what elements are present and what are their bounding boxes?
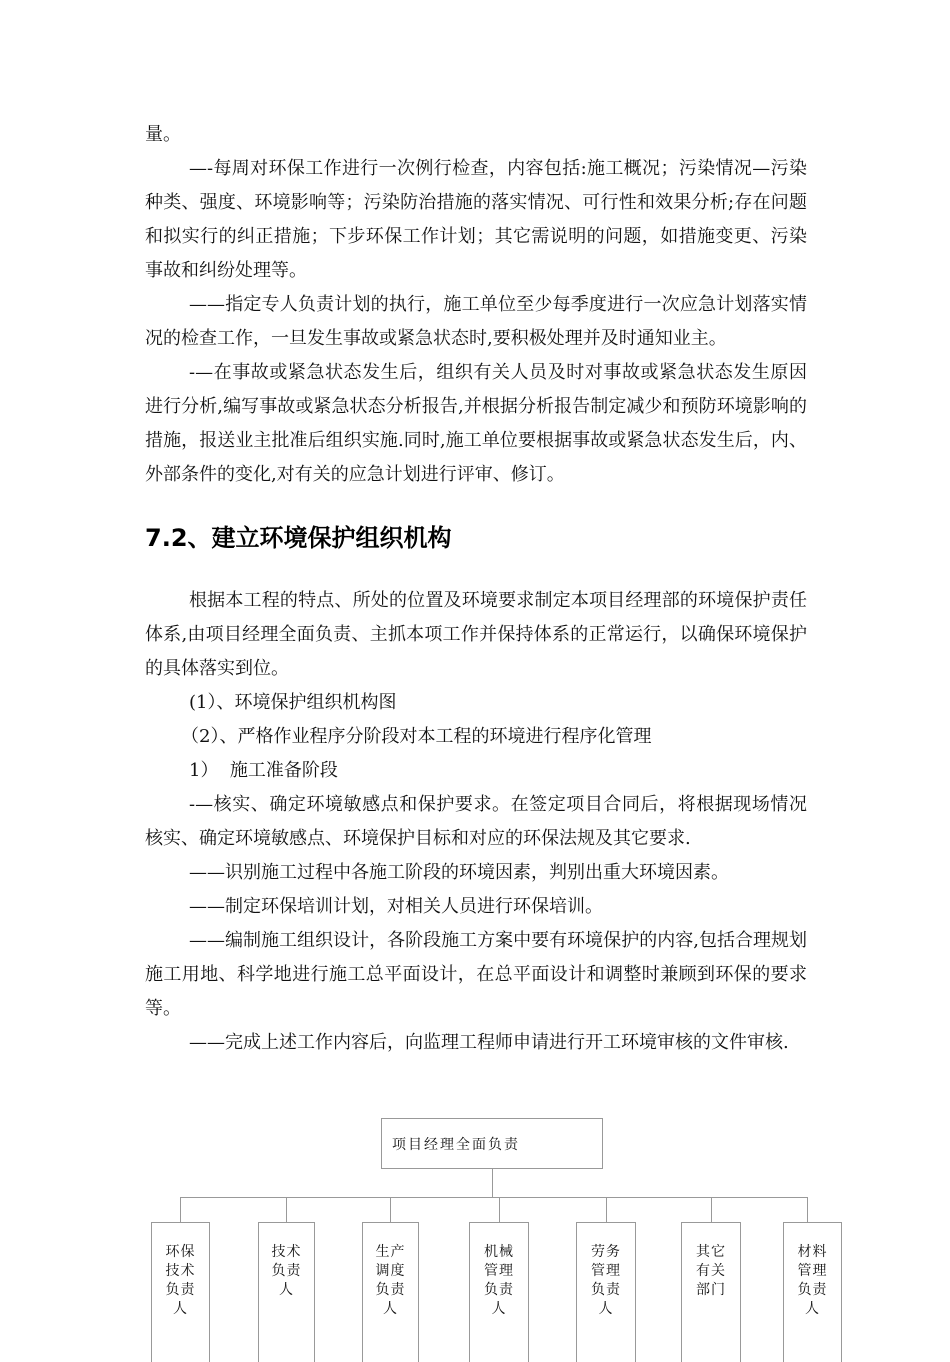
paragraph-training-plan: ——制定环保培训计划，对相关人员进行环保培训。 (189, 896, 603, 917)
paragraph-procedure-heading: （2）、严格作业程序分阶段对本工程的环境进行程序化管理 (181, 726, 652, 747)
org-box-env-tech: 环保技术负责人 (151, 1222, 210, 1362)
section-2-text (145, 584, 807, 1060)
connector-drop (390, 1197, 391, 1222)
org-box-machinery: 机械管理负责人 (469, 1222, 529, 1362)
connector-horizontal (180, 1197, 807, 1198)
paragraph-emergency-plan: ——指定专人负责计划的执行，施工单位至少每季度进行一次应急计划落实情况的检查工作，一旦发生事故或紧急状态时,要积极处理并及时通知业主。 (145, 294, 807, 349)
section-1-text (145, 118, 807, 492)
connector-drop (499, 1197, 500, 1222)
org-chart (0, 1110, 950, 1344)
connector-drop (606, 1197, 607, 1222)
paragraph-incident-analysis: -—在事故或紧急状态发生后，组织有关人员及时对事故或紧急状态发生原因进行分析,编写事故或紧急状态分析报告,并根据分析报告制定减少和预防环境影响的措施，报送业主批准后组织实施.同时,施工单位要根据事故或紧急状态发生后，内、外部条件的变化,对有关的应急计划进行评审、修订。 (145, 362, 807, 485)
paragraph-responsibility-system: 根据本工程的特点、所处的位置及环境要求制定本项目经理部的环境保护责任体系,由项目经理全面负责、主抓本项工作并保持体系的正常运行，以确保环境保护的具体落实到位。 (145, 590, 807, 679)
paragraph-identify-factors: ——识别施工过程中各施工阶段的环境因素，判别出重大环境因素。 (189, 862, 729, 883)
connector-drop (807, 1197, 808, 1222)
org-box-labor: 劳务管理负责人 (576, 1222, 636, 1362)
connector-drop (711, 1197, 712, 1222)
paragraph-org-chart-caption: (1）、环境保护组织机构图 (189, 692, 397, 713)
connector-drop (180, 1197, 181, 1222)
org-box-other: 其它有关部门 (681, 1222, 741, 1362)
paragraph-weekly-inspection: —-每周对环保工作进行一次例行检查，内容包括:施工概况；污染情况—污染种类、强度、环境影响等；污染防治措施的落实情况、可行性和效果分析;存在问题和拟实行的纠正措施；下步环保工作计划；其它需说明的问题，如措施变更、污染事故和纠纷处理等。 (145, 158, 807, 281)
org-box-production: 生产调度负责人 (362, 1222, 419, 1362)
org-box-tech: 技术负责人 (258, 1222, 315, 1362)
connector-vertical (492, 1169, 493, 1197)
paragraph-construction-design: ——编制施工组织设计，各阶段施工方案中要有环境保护的内容,包括合理规划施工用地、科学地进行施工总平面设计，在总平面设计和调整时兼顾到环保的要求等。 (145, 930, 807, 1019)
paragraph-audit-request: ——完成上述工作内容后，向监理工程师申请进行开工环境审核的文件审核. (189, 1032, 789, 1053)
section-heading: 7.2、建立环境保护组织机构 (145, 524, 452, 552)
paragraph-sensitive-points: -—核实、确定环境敏感点和保护要求。在签定项目合同后，将根据现场情况核实、确定环境敏感点、环境保护目标和对应的环保法规及其它要求. (145, 794, 807, 849)
connector-drop (286, 1197, 287, 1222)
org-box-materials: 材料管理负责人 (783, 1222, 842, 1362)
paragraph-preparation-stage: 1） 施工准备阶段 (189, 760, 338, 781)
paragraph-fragment: 量。 (145, 124, 181, 145)
org-chart-top-box: 项目经理全面负责 (381, 1118, 603, 1169)
